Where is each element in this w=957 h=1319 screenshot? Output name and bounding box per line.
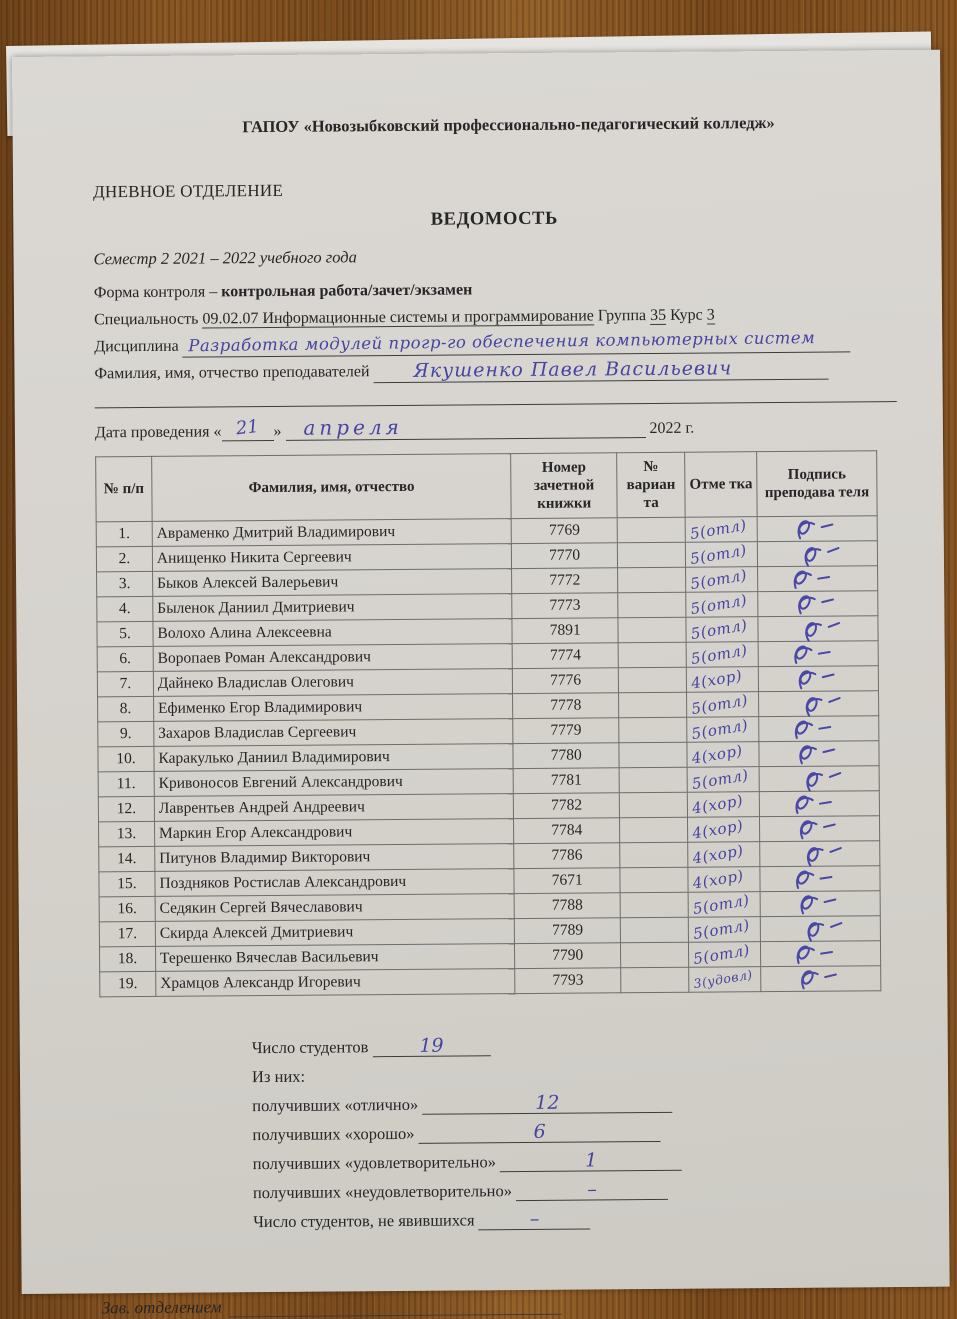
group-value: 35 [650,306,667,324]
mark-cell [688,917,760,943]
teacher-label: Фамилия, имя, отчество преподавателей [94,363,370,383]
signature-cell [758,566,878,592]
summary-block [252,1033,904,1237]
satisfactory-label: получивших «удовлетворительно» [252,1152,497,1174]
row-number-cell: 12. [98,796,154,821]
gradebook-number-cell: 7772 [512,568,618,594]
signature-cell [759,791,879,817]
handwritten-mark: 5(отл) [690,715,750,743]
close-quote: » [273,422,282,440]
handwritten-satisfactory-count: 1 [584,1149,598,1172]
row-number-cell: 2. [96,546,152,571]
group-label: Группа [593,306,651,325]
gradebook-number-cell: 7779 [513,718,619,744]
handwritten-mark: 5(отл) [689,615,749,643]
students-count-label: Число студентов [251,1037,369,1058]
row-number-cell: 5. [97,621,153,646]
teacher-write-line [373,357,828,384]
open-quote: « [213,423,222,441]
date-line [94,414,897,442]
mark-cell [687,717,759,743]
row-number-cell: 8. [98,696,154,721]
handwritten-teacher-name: Якушенко Павел Васильевич [413,357,733,382]
handwritten-mark: 5(отл) [689,640,749,668]
date-day-line [221,415,273,441]
signature-cell [757,541,877,567]
signature-cell [759,716,879,742]
handwritten-mark: 5(отл) [692,940,752,968]
unsatisfactory-label: получивших «неудовлетворительно» [252,1181,512,1203]
header-row-number: № п/п [96,456,152,521]
students-count-line [252,1033,902,1063]
gradebook-number-cell: 7780 [513,743,619,769]
row-number-cell: 4. [97,596,153,621]
date-month-line [285,414,645,441]
student-table-body [96,516,881,997]
handwritten-mark: 4(хор) [690,790,745,818]
control-form-label: Форма контроля – [93,283,222,302]
variant-cell [620,817,688,843]
variant-cell [617,517,685,543]
student-name-cell: Каракулько Даниил Владимирович [154,744,514,772]
mark-cell [688,842,760,868]
department-head-label: Зав. отделением [101,1297,222,1318]
row-number-cell: 18. [99,946,155,971]
mark-cell [688,867,760,893]
good-label: получивших «хорошо» [252,1123,415,1145]
teacher-signature [793,961,848,994]
student-name-cell: Дайнеко Владислав Олегович [153,669,513,697]
absent-label: Число студентов, не явившихся [253,1210,475,1232]
discipline-label: Дисциплина [94,337,179,356]
header-variant: № вариан та [617,452,685,518]
handwritten-absent-count: – [529,1207,540,1230]
specialty-label: Специальность [94,310,203,329]
gradebook-number-cell: 7891 [512,618,618,644]
table-header-row [96,451,877,522]
row-number-cell: 13. [99,821,155,846]
student-name-cell: Быленок Даниил Дмитриевич [153,594,513,622]
specialty-value: 09.02.07 Информационные системы и программирование [202,307,594,328]
student-name-cell: Скирда Алексей Дмитриевич [155,919,515,947]
signature-cell [757,516,877,542]
satisfactory-line [253,1149,903,1179]
mark-cell [687,767,759,793]
gradebook-number-cell: 7778 [513,693,619,719]
handwritten-excellent-count: 12 [535,1091,560,1114]
semester-line: Семестр 2 2021 – 2022 учебного года [93,247,357,269]
handwritten-day: 21 [234,415,261,440]
signature-cell [760,841,880,867]
of-them-line: Из них: [251,1066,306,1087]
row-number-cell: 10. [98,746,154,771]
handwritten-mark: 3(удовл) [692,966,754,992]
gradebook-number-cell: 7784 [514,818,620,844]
row-number-cell: 17. [99,921,155,946]
excellent-label: получивших «отлично» [252,1094,419,1116]
college-name: ГАПОУ «Новозыбковский профессионально-педагогический колледж» [242,113,775,137]
mark-cell [687,792,759,818]
student-name-cell: Быков Алексей Валерьевич [152,569,512,597]
student-name-cell: Седякин Сергей Вячеславович [155,894,515,922]
gradebook-number-cell: 7786 [514,843,620,869]
vedomost-sheet [12,50,950,1318]
signature-cell [759,691,879,717]
row-number-cell: 1. [96,521,152,546]
variant-cell [618,567,686,593]
handwritten-mark: 5(отл) [688,540,749,568]
signature-cell [761,966,881,992]
handwritten-mark: 4(хор) [691,840,745,868]
discipline-line [94,330,896,358]
gradebook-number-cell: 7773 [512,593,618,619]
variant-cell [620,842,688,868]
mark-cell [687,692,759,718]
mark-cell [689,942,761,968]
student-name-cell: Кривоносов Евгений Александрович [154,769,514,797]
gradebook-number-cell: 7769 [511,518,617,544]
variant-cell [618,617,686,643]
header-mark: Отме тка [685,452,757,518]
handwritten-students-count: 19 [419,1034,444,1057]
mark-cell [686,667,758,693]
handwritten-mark: 4(хор) [690,740,745,768]
row-number-cell: 19. [100,971,156,996]
row-number-cell: 9. [98,721,154,746]
mark-cell [686,617,758,643]
variant-cell [620,917,688,943]
handwritten-mark: 5(отл) [690,690,750,718]
variant-cell [621,942,689,968]
student-name-cell: Храмцов Александр Игоревич [156,969,516,997]
gradebook-number-cell: 7789 [515,918,621,944]
handwritten-month: апреля [303,414,403,440]
handwritten-mark: 5(отл) [689,590,749,618]
absent-line [253,1207,903,1237]
unsatisfactory-line [253,1178,903,1208]
date-year: 2022 г. [649,419,695,438]
signature-cell [758,616,878,642]
gradebook-number-cell: 7770 [512,543,618,569]
student-name-cell: Ефименко Егор Владимирович [153,694,513,722]
signature-cell [760,866,880,892]
handwritten-mark: 4(хор) [691,815,745,843]
handwritten-mark: 5(отл) [691,890,751,918]
header-signature: Подпись преподава теля [757,451,877,517]
handwritten-mark: 5(отл) [691,915,752,943]
student-name-cell: Маркин Егор Александрович [154,819,514,847]
student-name-cell: Поздняков Ростислав Александрович [155,869,515,897]
variant-cell [619,792,687,818]
gradebook-number-cell: 7776 [513,668,619,694]
signature-cell [758,666,878,692]
variant-cell [620,892,688,918]
course-label: Курс [666,306,707,324]
mark-cell [688,892,760,918]
row-number-cell: 3. [97,571,153,596]
student-name-cell: Авраменко Дмитрий Владимирович [152,519,512,547]
discipline-write-line [183,328,851,357]
row-number-cell: 15. [99,871,155,896]
variant-cell [618,592,686,618]
signature-cell [758,591,878,617]
handwritten-unsatisfactory-count: – [587,1178,597,1201]
department-head-signature-line [230,1297,562,1318]
signature-cell [758,641,878,667]
gradebook-number-cell: 7782 [514,793,620,819]
signature-cell [760,816,880,842]
signature-cell [760,916,880,942]
student-name-cell: Питунов Владимир Викторович [155,844,515,872]
control-form-value: контрольная работа/зачет/экзамен [221,281,473,301]
variant-cell [621,967,689,993]
student-name-cell: Терешенко Вячеслав Васильевич [155,944,515,972]
row-number-cell: 6. [97,646,153,671]
gradebook-number-cell: 7774 [512,643,618,669]
row-number-cell: 11. [98,771,154,796]
student-name-cell: Лаврентьев Андрей Андреевич [154,794,514,822]
row-number-cell: 14. [99,846,155,871]
variant-cell [618,667,686,693]
header-student-name: Фамилия, имя, отчество [152,454,512,522]
variant-cell [619,767,687,793]
date-label: Дата проведения [94,423,210,442]
variant-cell [619,742,687,768]
handwritten-mark: 4(хор) [689,665,744,693]
handwritten-mark: 5(отл) [689,565,749,593]
handwritten-good-count: 6 [533,1120,546,1143]
mark-cell [685,542,757,568]
handwritten-discipline: Разработка модулей прогр-го обеспечения компьютерных систем [188,328,816,356]
variant-cell [619,717,687,743]
handwritten-mark: 5(отл) [688,515,748,543]
variant-cell [617,542,685,568]
mark-cell [687,742,759,768]
variant-cell [619,692,687,718]
student-name-cell: Захаров Владислав Сергеевич [154,719,514,747]
gradebook-number-cell: 7671 [514,868,620,894]
good-line [252,1120,902,1150]
header-gradebook-number: Номер зачетной книжки [511,453,617,519]
student-name-cell: Воропаев Роман Александрович [153,644,513,672]
signature-cell [761,941,881,967]
mark-cell [685,517,757,543]
empty-write-line [95,381,897,408]
control-form-line [94,276,896,304]
student-row [100,966,881,997]
excellent-line [252,1091,902,1121]
handwritten-mark: 4(хор) [691,865,746,893]
mark-cell [689,967,761,993]
row-number-cell: 16. [99,896,155,921]
row-number-cell: 7. [97,671,153,696]
mark-cell [688,817,760,843]
gradebook-number-cell: 7781 [513,768,619,794]
student-grades-table [95,450,881,997]
gradebook-number-cell: 7788 [514,893,620,919]
department-head-line [102,1292,904,1318]
mark-cell [686,567,758,593]
document-title: ВЕДОМОСТЬ [430,208,558,230]
signature-cell [759,741,879,767]
handwritten-mark: 5(отл) [690,765,750,793]
course-value: 3 [706,306,715,324]
variant-cell [620,867,688,893]
variant-cell [618,642,686,668]
mark-cell [686,592,758,618]
gradebook-number-cell: 7793 [515,968,621,994]
student-name-cell: Волохо Алина Алексеевна [153,619,513,647]
signature-cell [759,766,879,792]
department-line: ДНЕВНОЕ ОТДЕЛЕНИЕ [92,180,284,202]
student-name-cell: Анищенко Никита Сергеевич [152,544,512,572]
gradebook-number-cell: 7790 [515,943,621,969]
mark-cell [686,642,758,668]
signature-cell [760,891,880,917]
